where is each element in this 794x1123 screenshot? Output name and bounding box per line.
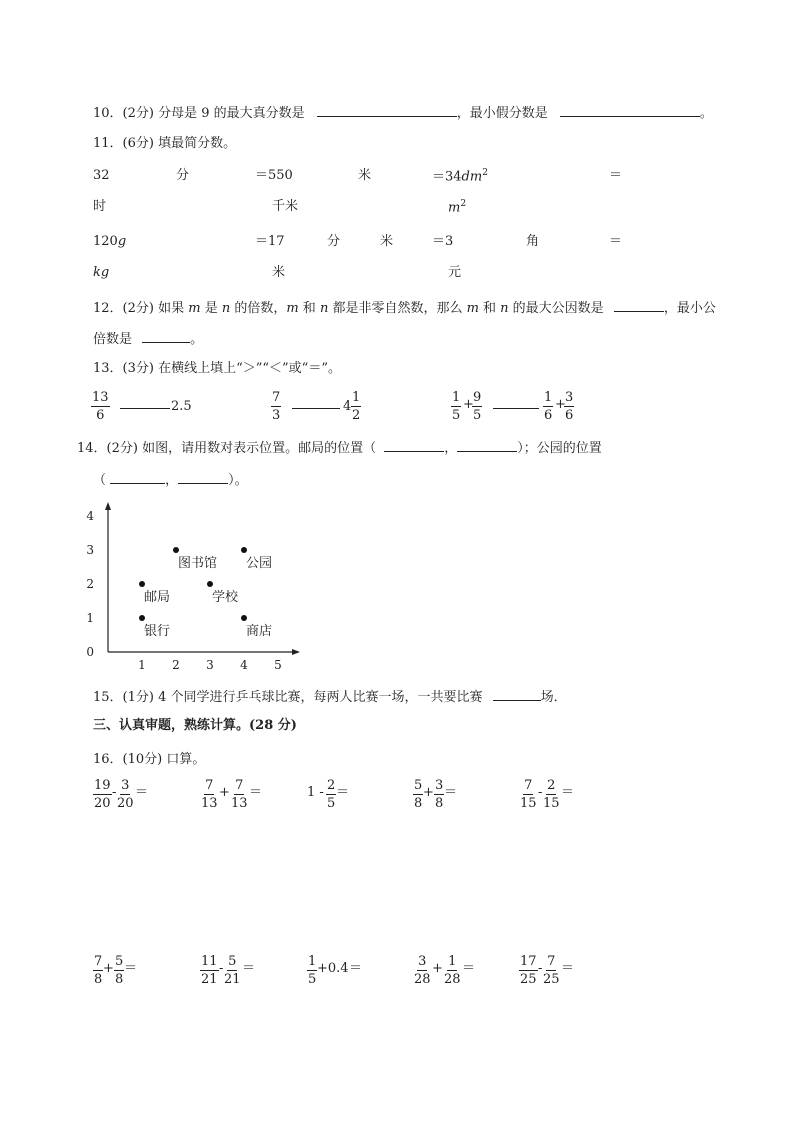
q13-c2-num: 9 [473,390,482,405]
q16-fraction-2 [542,779,561,810]
q16-fraction-1-num: 17 [520,954,537,969]
q13-b-fnum: 1 [352,390,361,405]
q16-equals: ＝ [462,961,476,976]
q16-equals: ＝ [349,961,363,976]
q16-equals: ＝ [336,785,350,800]
q16-fraction-1-num: 11 [201,954,218,969]
q16-fraction-2-num: 7 [547,954,556,969]
location-dot [241,615,247,621]
q12-n-2: n [319,301,329,316]
q15-line [93,689,567,704]
q11-r2b-c2: 元 [448,265,462,280]
q12-text-l2b: 。 [190,332,204,347]
q13-c3-num: 1 [544,390,553,405]
location-label: 邮局 [144,590,171,605]
q11-r2-c5: ＝3 [432,234,454,249]
q13-a-num: 13 [92,390,109,405]
q16-fraction-1-num: 7 [94,954,103,969]
location-label: 图书馆 [178,556,218,571]
q14-blank-4[interactable] [178,472,228,484]
q16-fraction-2-den: 15 [543,796,560,811]
q16-fraction-1-num: 5 [414,778,423,793]
q12-text-g: 的最大公因数是 [508,301,604,316]
q16-fraction-1-den: 21 [201,972,218,987]
q16-fraction-2-num: 2 [547,778,556,793]
q11-r2b-c1: 米 [272,265,286,280]
q16-fraction-2-num: 3 [435,778,444,793]
location-label: 商店 [246,624,273,639]
q16-fraction-2-num: 5 [115,954,124,969]
q13-c1-num: 1 [452,390,461,405]
q16-fraction-1 [413,955,432,986]
q16-operator: + [432,961,443,976]
q11-r2-c7: ＝ [609,234,623,249]
q16-fraction-1 [93,955,103,986]
q16-fraction-1-num: 1 [308,954,317,969]
q16-fraction-2-num: 5 [228,954,237,969]
coordinate-map [80,500,310,675]
q11-r2-c6: 角 [526,234,540,249]
q16-fraction-2-den: 20 [117,796,134,811]
q16-fraction-2 [542,955,561,986]
q16-fraction-2-den: 8 [435,796,444,811]
q11-r1-c4-exp: 2 [482,168,488,178]
q12-text-d: 和 [298,301,320,316]
q15-blank[interactable] [493,689,541,701]
q13-c1-den: 5 [452,408,461,423]
location-dot [139,615,145,621]
q12-text-f: 和 [478,301,501,316]
q16-fraction-1 [200,955,219,986]
q16-fraction-2-num: 3 [121,778,130,793]
q16-operator: - [112,785,117,800]
q13-c-plus-2: + [555,397,566,412]
q16-fraction-1-num: 3 [418,954,427,969]
q16-title: 16．(10分) 口算。 [93,752,206,767]
q14-comma-2: ， [165,473,179,488]
q11-r1b-exp: 2 [460,199,467,209]
x-tick-label: 2 [172,658,180,672]
q11-r2-val: 120 [93,234,118,249]
q16-fraction-2-num: 1 [448,954,457,969]
q10-blank-2[interactable] [560,105,700,117]
q12-text-h: ，最小公 [663,301,716,316]
q16-fraction-1-den: 25 [520,972,537,987]
chart-points [139,547,272,639]
q14-text-2-end: ）。 [228,473,248,488]
q11-r1-c7: ＝ [609,168,623,183]
location-dot [207,581,213,587]
q13-b-whole: 4 [343,399,352,414]
q16-fraction-2-num: 2 [327,778,336,793]
q16-fraction-2 [114,955,124,986]
q10-end: 。 [699,106,713,121]
q16-fraction-1 [200,779,219,810]
q16-fraction-1-den: 8 [94,972,103,987]
q16-operator: - [219,961,224,976]
q14-line1 [77,440,602,455]
q11-r2b-c0: kg [93,265,110,280]
q11-r1-c1: 分 [176,168,190,183]
q16-operator: + [423,785,434,800]
q16-fraction-1-den: 5 [308,972,317,987]
q16-fraction-2 [223,955,242,986]
q16-fraction-1 [519,779,538,810]
q16-fraction-1 [307,955,317,986]
x-tick-label: 5 [274,658,282,672]
q11-r1b-c2 [448,200,466,214]
q16-fraction-1-den: 20 [94,796,111,811]
location-label: 公园 [246,556,273,571]
q13-c1-fraction [451,391,461,422]
q16-fraction-2 [326,779,336,810]
q13-blank-b[interactable] [292,397,340,409]
q10-mid: ，最小假分数是 [456,106,548,121]
q13-blank-a[interactable] [120,397,170,409]
q12-blank-2[interactable] [142,331,190,343]
q16-fraction-2 [116,779,135,810]
q14-text-1: 14．(2分) 如图，请用数对表示位置。邮局的位置（ [77,441,377,456]
y-tick-label: 4 [86,509,94,523]
q15-text: 15．(1分) 4 个同学进行乒乓球比赛，每两人比赛一场，一共要比赛 [93,690,483,705]
q13-b-den: 3 [272,408,281,423]
y-axis-arrow [105,502,111,510]
x-tick-label: 1 [138,658,146,672]
q16-fraction-2 [434,779,444,810]
q13-c3-den: 6 [544,408,553,423]
q13-b-mixed-fraction [351,391,361,422]
y-tick-label: 3 [86,543,94,557]
q16-equals: ＝ [135,785,149,800]
q13-a-value: 2.5 [171,399,192,414]
q11-r2-c3: 分 [327,234,341,249]
q11-r1-c4 [432,169,488,183]
q16-fraction-1 [519,955,538,986]
q12-m: m [188,301,201,316]
q14-blank-1[interactable] [384,440,444,452]
q16-fraction-1-den: 28 [414,972,431,987]
y-tick-label: 2 [86,577,94,591]
q11-r1-c2: ＝550 [255,168,293,183]
q13-a-fraction [91,391,110,422]
q12-m-3: m [466,301,479,316]
q13-title: 13．(3分) 在横线上填上“＞”“＜”或“＝”。 [93,361,341,376]
q11-title: 11．(6分) 填最简分数。 [93,136,237,151]
q14-comma-1: ， [444,441,458,456]
q13-b-fden: 2 [352,408,361,423]
q13-c3-fraction [543,391,553,422]
q16-fraction-2 [230,779,249,810]
q16-fraction-1 [413,779,423,810]
q16-fraction-2-den: 5 [327,796,336,811]
q13-c2-fraction [472,391,482,422]
q13-c4-num: 3 [565,390,574,405]
location-dot [173,547,179,553]
x-axis-arrow [292,649,300,655]
q16-fraction-1-num: 19 [94,778,111,793]
q12-blank-1[interactable] [614,300,664,312]
q13-b-num: 7 [272,390,281,405]
q16-prefix: 1 - [307,785,324,800]
q11-r2-c4: 米 [380,234,394,249]
q11-r1-c4-val: ＝34 [432,169,462,185]
q11-r2-unit: g [117,234,127,249]
q13-c4-fraction [564,391,574,422]
location-dot [139,581,145,587]
q14-text-2: （ [93,473,107,488]
q10-text: 10．(2分) 分母是 9 的最大真分数是 [93,106,305,121]
section-3-heading: 三、认真审题，熟练计算。(28 分) [93,718,297,733]
x-tick-label: 3 [206,658,214,672]
q16-equals: ＝ [444,785,458,800]
q16-equals: ＝ [561,961,575,976]
q16-equals: ＝ [242,961,256,976]
q16-fraction-2-den: 13 [231,796,248,811]
q16-equals: ＝ [561,785,575,800]
q14-blank-3[interactable] [110,472,165,484]
q11-r1-c4-unit: dm [461,169,483,185]
q16-fraction-1-num: 7 [524,778,533,793]
q11-r2-c2: ＝17 [255,234,285,249]
q15-end: 场． [540,690,567,705]
q11-r1-c0: 32 [93,168,110,183]
y-tick-label: 0 [86,645,94,659]
y-tick-label: 1 [86,611,94,625]
q13-c-plus-1: + [463,397,474,412]
q13-blank-c[interactable] [493,397,539,409]
q11-r1b-unit: m [448,200,461,216]
q16-operator: - [538,785,543,800]
q16-suffix: +0.4 [317,961,349,976]
q16-fraction-2-den: 28 [444,972,461,987]
q16-fraction-1-num: 7 [205,778,214,793]
q12-n: n [221,301,231,316]
q11-r1b-c0: 时 [93,199,107,214]
q16-equals: ＝ [124,961,138,976]
q12-text-e: 都是非零自然数，那么 [328,301,467,316]
q16-fraction-1-den: 15 [520,796,537,811]
q16-equals: ＝ [249,785,263,800]
q10-line [93,105,713,120]
q16-fraction-1-den: 13 [201,796,218,811]
q12-text-a: 12．(2分) 如果 [93,301,189,316]
q13-a-den: 6 [96,408,105,423]
x-tick-label: 4 [240,658,248,672]
q13-c4-den: 6 [565,408,574,423]
q14-text-1-end: ）；公园的位置 [517,441,602,456]
q12-m-2: m [286,301,299,316]
q16-fraction-1 [93,779,112,810]
q12-line1 [93,300,716,315]
q14-line2 [93,472,248,487]
q16-operator: + [103,961,114,976]
q10-blank-1[interactable] [317,105,457,117]
q11-r1-c3: 米 [358,168,372,183]
location-dot [241,547,247,553]
q16-fraction-2-den: 21 [224,972,241,987]
q11-r1b-c1: 千米 [272,199,299,214]
q16-operator: + [219,785,230,800]
q14-blank-2[interactable] [457,440,517,452]
q16-fraction-2 [443,955,462,986]
q16-fraction-1-den: 8 [414,796,423,811]
q12-line2 [93,331,203,346]
chart-ticks [86,509,281,672]
q12-n-3: n [500,301,509,316]
q12-text-l2a: 倍数是 [93,332,133,347]
location-label: 学校 [212,590,239,605]
q16-fraction-2-num: 7 [235,778,244,793]
q11-r2-c0 [93,235,126,248]
q16-fraction-2-den: 8 [115,972,124,987]
q13-c2-den: 5 [473,408,482,423]
q12-text-c: 的倍数， [230,301,287,316]
q16-fraction-2-den: 25 [543,972,560,987]
q16-operator: - [538,961,543,976]
location-label: 银行 [144,624,171,639]
q12-text-b: 是 [200,301,222,316]
q13-b-fraction [271,391,281,422]
